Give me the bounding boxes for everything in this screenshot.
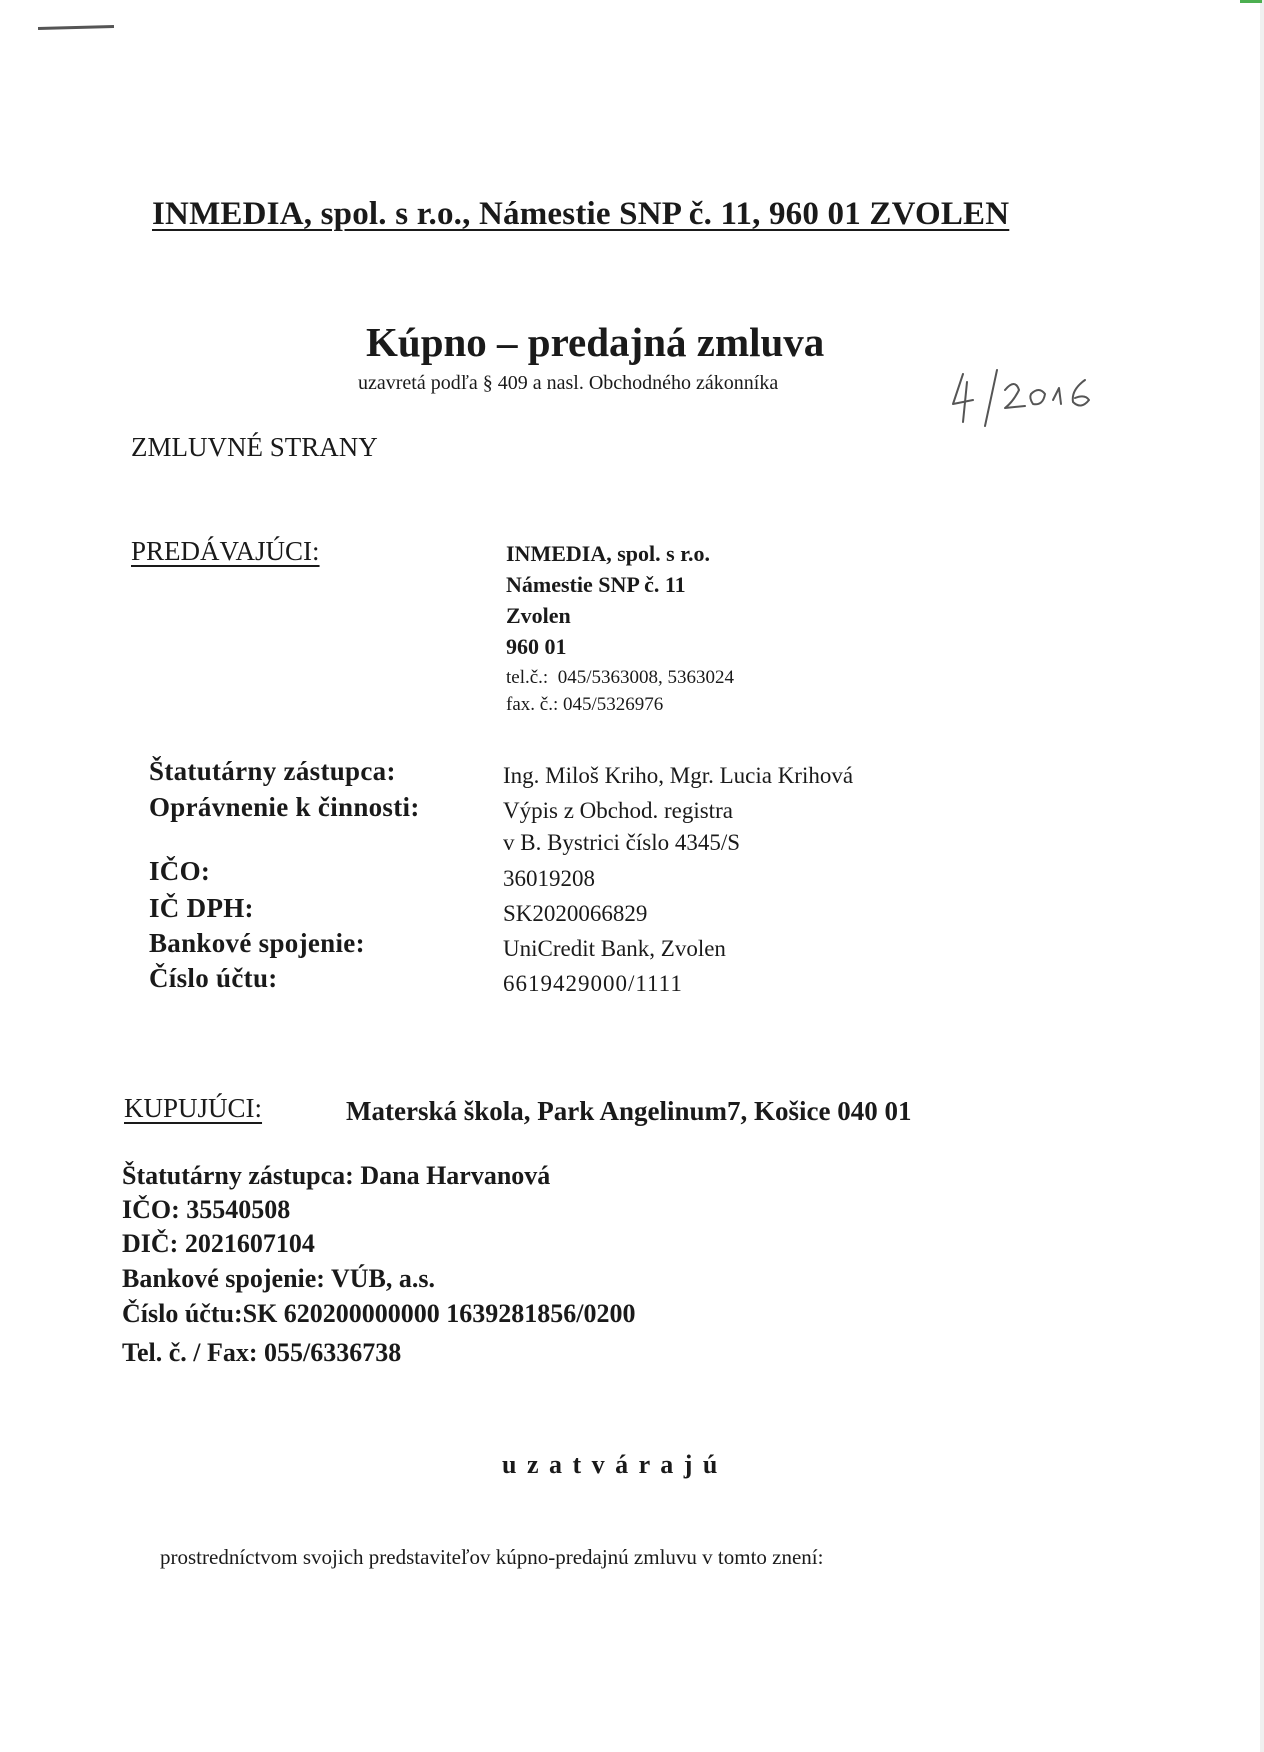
scan-corner-mark — [1240, 0, 1262, 3]
company-header: INMEDIA, spol. s r.o., Námestie SNP č. 11, 960 01 ZVOLEN — [152, 196, 1010, 232]
seller-authorization-label: Oprávnenie k činnosti: — [149, 792, 420, 822]
buyer-representative: Štatutárny zástupca: Dana Harvanová — [122, 1161, 551, 1190]
handwritten-note — [945, 360, 1105, 430]
seller-representative-label: Štatutárny zástupca: — [149, 756, 396, 786]
buyer-dic: DIČ: 2021607104 — [122, 1229, 315, 1258]
seller-vat-label: IČ DPH: — [149, 893, 254, 923]
buyer-account: Číslo účtu:SK 620200000000 1639281856/0200 — [122, 1299, 636, 1328]
seller-vat-value: SK2020066829 — [503, 901, 648, 926]
seller-ico-label: IČO: — [149, 856, 211, 886]
scan-edge — [1260, 0, 1264, 1752]
seller-address-line: 960 01 — [506, 634, 567, 659]
seller-address-line: Zvolen — [506, 603, 571, 628]
buyer-bank: Bankové spojenie: VÚB, a.s. — [122, 1264, 436, 1293]
parties-heading: ZMLUVNÉ STRANY — [131, 432, 378, 462]
seller-account-value: 6619429000/1111 — [503, 971, 683, 996]
seller-authorization-value: Výpis z Obchod. registra — [503, 798, 733, 823]
buyer-heading: KUPUJÚCI: — [124, 1093, 263, 1123]
buyer-name: Materská škola, Park Angelinum7, Košice 040 01 — [346, 1096, 912, 1126]
buyer-ico: IČO: 35540508 — [122, 1195, 291, 1224]
document-title: Kúpno – predajná zmluva — [366, 319, 825, 365]
scan-mark — [38, 25, 114, 30]
seller-ico-value: 36019208 — [503, 866, 595, 891]
seller-bank-label: Bankové spojenie: — [149, 928, 365, 958]
seller-heading: PREDÁVAJÚCI: — [131, 536, 320, 566]
closing-sentence: prostredníctvom svojich predstaviteľov kúpno-predajnú zmluvu v tomto znení: — [160, 1545, 824, 1569]
seller-address-line: Námestie SNP č. 11 — [506, 572, 686, 597]
seller-authorization-value-cont: v B. Bystrici číslo 4345/S — [503, 830, 741, 855]
seller-account-label: Číslo účtu: — [149, 963, 278, 993]
conclude-word: u z a t v á r a j ú — [502, 1450, 720, 1479]
seller-representative-value: Ing. Miloš Kriho, Mgr. Lucia Krihová — [503, 763, 854, 788]
seller-address-line: INMEDIA, spol. s r.o. — [506, 541, 710, 566]
seller-bank-value: UniCredit Bank, Zvolen — [503, 936, 726, 961]
document-subtitle: uzavretá podľa § 409 a nasl. Obchodného zákonníka — [358, 372, 779, 394]
seller-fax: fax. č.: 045/5326976 — [506, 694, 664, 715]
seller-phone: tel.č.: 045/5363008, 5363024 — [506, 667, 734, 688]
buyer-phone-fax: Tel. č. / Fax: 055/6336738 — [122, 1338, 402, 1367]
